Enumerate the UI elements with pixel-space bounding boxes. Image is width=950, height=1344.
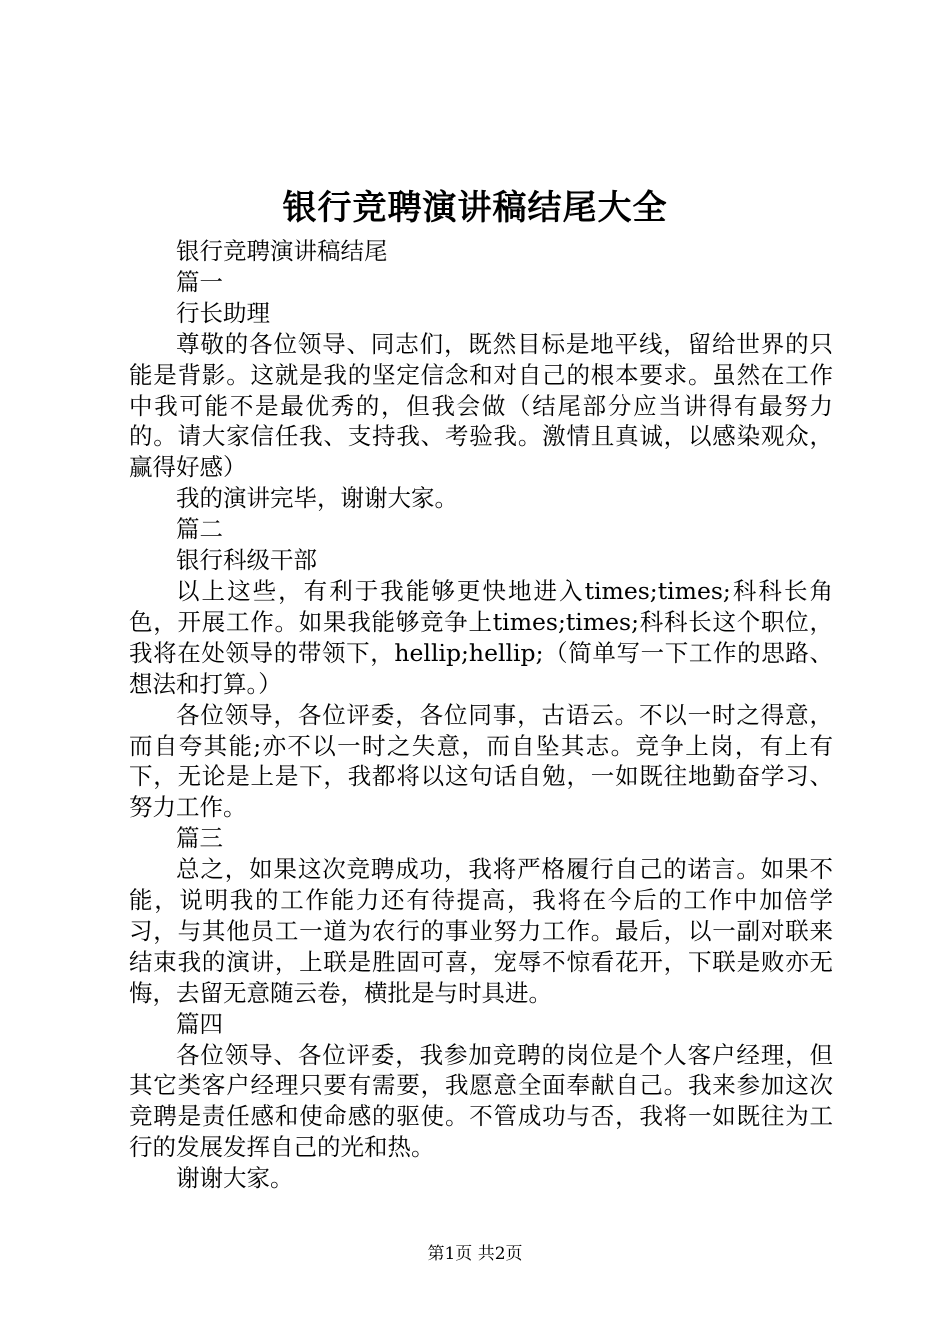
paragraph: 以上这些，有利于我能够更快地进入times;times;科科长角色，开展工作。如果我能够竞争上times;times;科科长这个职位，我将在处领导的带领下，hellip;hellip;（简单写一下工作的思路、想法和打算。） <box>129 576 833 698</box>
paragraph: 尊敬的各位领导、同志们，既然目标是地平线，留给世界的只能是背影。这就是我的坚定信念和对自己的根本要求。虽然在工作中我可能不是最优秀的，但我会做（结尾部分应当讲得有最努力的。请大家信任我、支持我、考验我。激情且真诚，以感染观众，赢得好感） <box>129 329 833 482</box>
paragraph: 总之，如果这次竞聘成功，我将严格履行自己的诺言。如果不能，说明我的工作能力还有待提高，我将在今后的工作中加倍学习，与其他员工一道为农行的事业努力工作。最后，以一副对联来结束我的演讲，上联是胜固可喜，宠辱不惊看花开，下联是败亦无悔，去留无意随云卷，横批是与时具进。 <box>129 855 833 1007</box>
section-heading-4: 篇四 <box>176 1009 223 1038</box>
section-role-2: 银行科级干部 <box>176 546 317 575</box>
paragraph: 谢谢大家。 <box>176 1164 294 1193</box>
section-heading-1: 篇一 <box>176 267 223 296</box>
document-title: 银行竞聘演讲稿结尾大全 <box>282 188 668 228</box>
section-heading-3: 篇三 <box>176 824 223 853</box>
section-heading-2: 篇二 <box>176 515 223 544</box>
page-indicator: 第1页 共2页 <box>427 1244 523 1264</box>
section-role-1: 行长助理 <box>176 298 270 327</box>
paragraph: 各位领导、各位评委，我参加竞聘的岗位是个人客户经理，但其它类客户经理只要有需要，我愿意全面奉献自己。我来参加这次竞聘是责任感和使命感的驱使。不管成功与否，我将一如既往为工行的发展发挥自己的光和热。 <box>129 1040 833 1162</box>
paragraph: 各位领导，各位评委，各位同事，古语云。不以一时之得意，而自夸其能;亦不以一时之失意，而自坠其志。竞争上岗，有上有下，无论是上是下，我都将以这句话自勉，一如既往地勤奋学习、努力工作。 <box>129 700 833 822</box>
paragraph-subtitle: 银行竞聘演讲稿结尾 <box>176 237 388 265</box>
paragraph: 我的演讲完毕，谢谢大家。 <box>176 484 458 513</box>
document-body <box>129 236 833 1194</box>
